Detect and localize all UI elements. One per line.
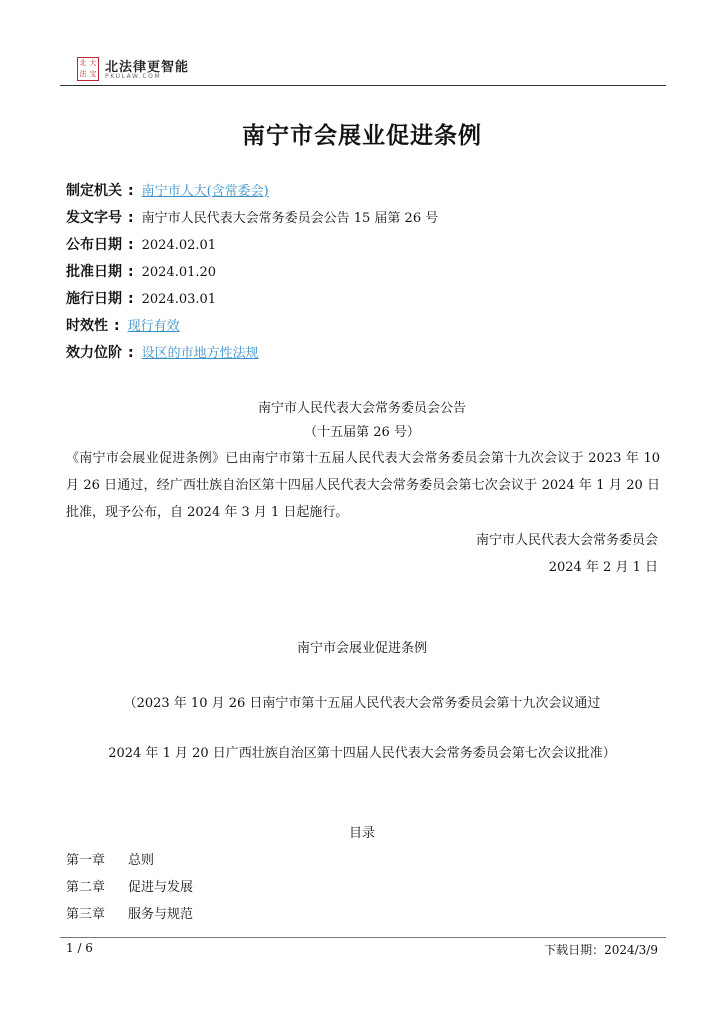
meta-row-approve-date: [66, 261, 438, 288]
meta-label: 时效性: [66, 318, 108, 334]
notice-heading: 南宁市人民代表大会常务委员会公告: [257, 401, 466, 416]
meta-label: 批准日期: [66, 264, 122, 280]
regulation-passed-note: （2023 年 10 月 26 日南宁市第十五届人民代表大会常务委员会第十九次会议通过: [123, 696, 601, 711]
toc-heading: 目录: [348, 826, 375, 841]
logo-char: 北: [79, 59, 87, 67]
logo-char: 法: [79, 70, 87, 78]
page-number: 1 / 6: [66, 941, 93, 955]
validity-link[interactable]: 现行有效: [127, 319, 180, 334]
meta-label: 施行日期: [66, 291, 122, 307]
regulation-title: 南宁市会展业促进条例: [296, 641, 427, 656]
notice-body: 《南宁市会展业促进条例》已由南宁市第十五届人民代表大会常务委员会第十九次会议于 2023 年 10 月 26 日通过，经广西壮族自治区第十四届人民代表大会常务委员会第七次会议于 2024 年 1 月 20 日批准，现予公布，自 2024 年 3 月 1 日起施行。: [66, 451, 660, 520]
metadata-block: [66, 180, 438, 369]
logo-domain: PKULAW.COM: [105, 73, 162, 80]
legal-level-link[interactable]: 设区的市地方性法规: [141, 346, 259, 361]
meta-row-issuer: [66, 180, 438, 207]
header-divider: [60, 85, 666, 86]
meta-colon: :: [128, 345, 134, 361]
notice-date: 2024 年 2 月 1 日: [548, 560, 658, 575]
meta-value: 2024.03.01: [141, 292, 217, 307]
logo-slogan: 北法律更智能: [105, 60, 190, 75]
issuer-link[interactable]: 南宁市人大(含常委会): [141, 184, 269, 199]
meta-row-validity: [66, 315, 438, 342]
toc-chapter: 第一章: [66, 853, 106, 868]
toc-chapter-name: 促进与发展: [128, 880, 194, 895]
download-date: 下载日期：2024/3/9: [544, 943, 658, 957]
meta-row-doc-number: [66, 207, 438, 234]
toc-chapter-name: 服务与规范: [128, 907, 194, 922]
meta-value: 2024.02.01: [141, 238, 217, 253]
meta-colon: :: [128, 264, 134, 280]
footer-divider: [60, 937, 666, 938]
meta-label: 制定机关: [66, 183, 122, 199]
meta-colon: :: [128, 210, 134, 226]
meta-value: 南宁市人民代表大会常务委员会公告 15 届第 26 号: [141, 211, 439, 226]
notice-number: （十五届第 26 号）: [304, 425, 420, 440]
logo-char: 大: [89, 59, 97, 67]
toc-item[interactable]: [66, 849, 193, 876]
toc-item[interactable]: [66, 903, 193, 930]
meta-row-publish-date: [66, 234, 438, 261]
meta-colon: :: [128, 291, 134, 307]
document-title: 南宁市会展业促进条例: [242, 123, 482, 149]
table-of-contents: [66, 849, 193, 930]
pkulaw-logo-icon: [77, 57, 99, 81]
meta-label: 发文字号: [66, 210, 122, 226]
meta-row-effective-date: [66, 288, 438, 315]
meta-label: 公布日期: [66, 237, 122, 253]
toc-item[interactable]: [66, 876, 193, 903]
toc-chapter: 第二章: [66, 880, 106, 895]
toc-chapter: 第三章: [66, 907, 106, 922]
page-header: [60, 52, 666, 85]
meta-value: 2024.01.20: [141, 265, 217, 280]
logo-char: 宝: [89, 70, 97, 78]
meta-colon: :: [128, 183, 134, 199]
meta-row-level: [66, 342, 438, 369]
meta-colon: :: [128, 237, 134, 253]
regulation-approved-note: 2024 年 1 月 20 日广西壮族自治区第十四届人民代表大会常务委员会第七次会议批准）: [108, 746, 616, 761]
meta-label: 效力位阶: [66, 345, 122, 361]
meta-colon: :: [114, 318, 120, 334]
toc-chapter-name: 总则: [128, 853, 155, 868]
notice-issuer: 南宁市人民代表大会常务委员会: [475, 533, 658, 548]
